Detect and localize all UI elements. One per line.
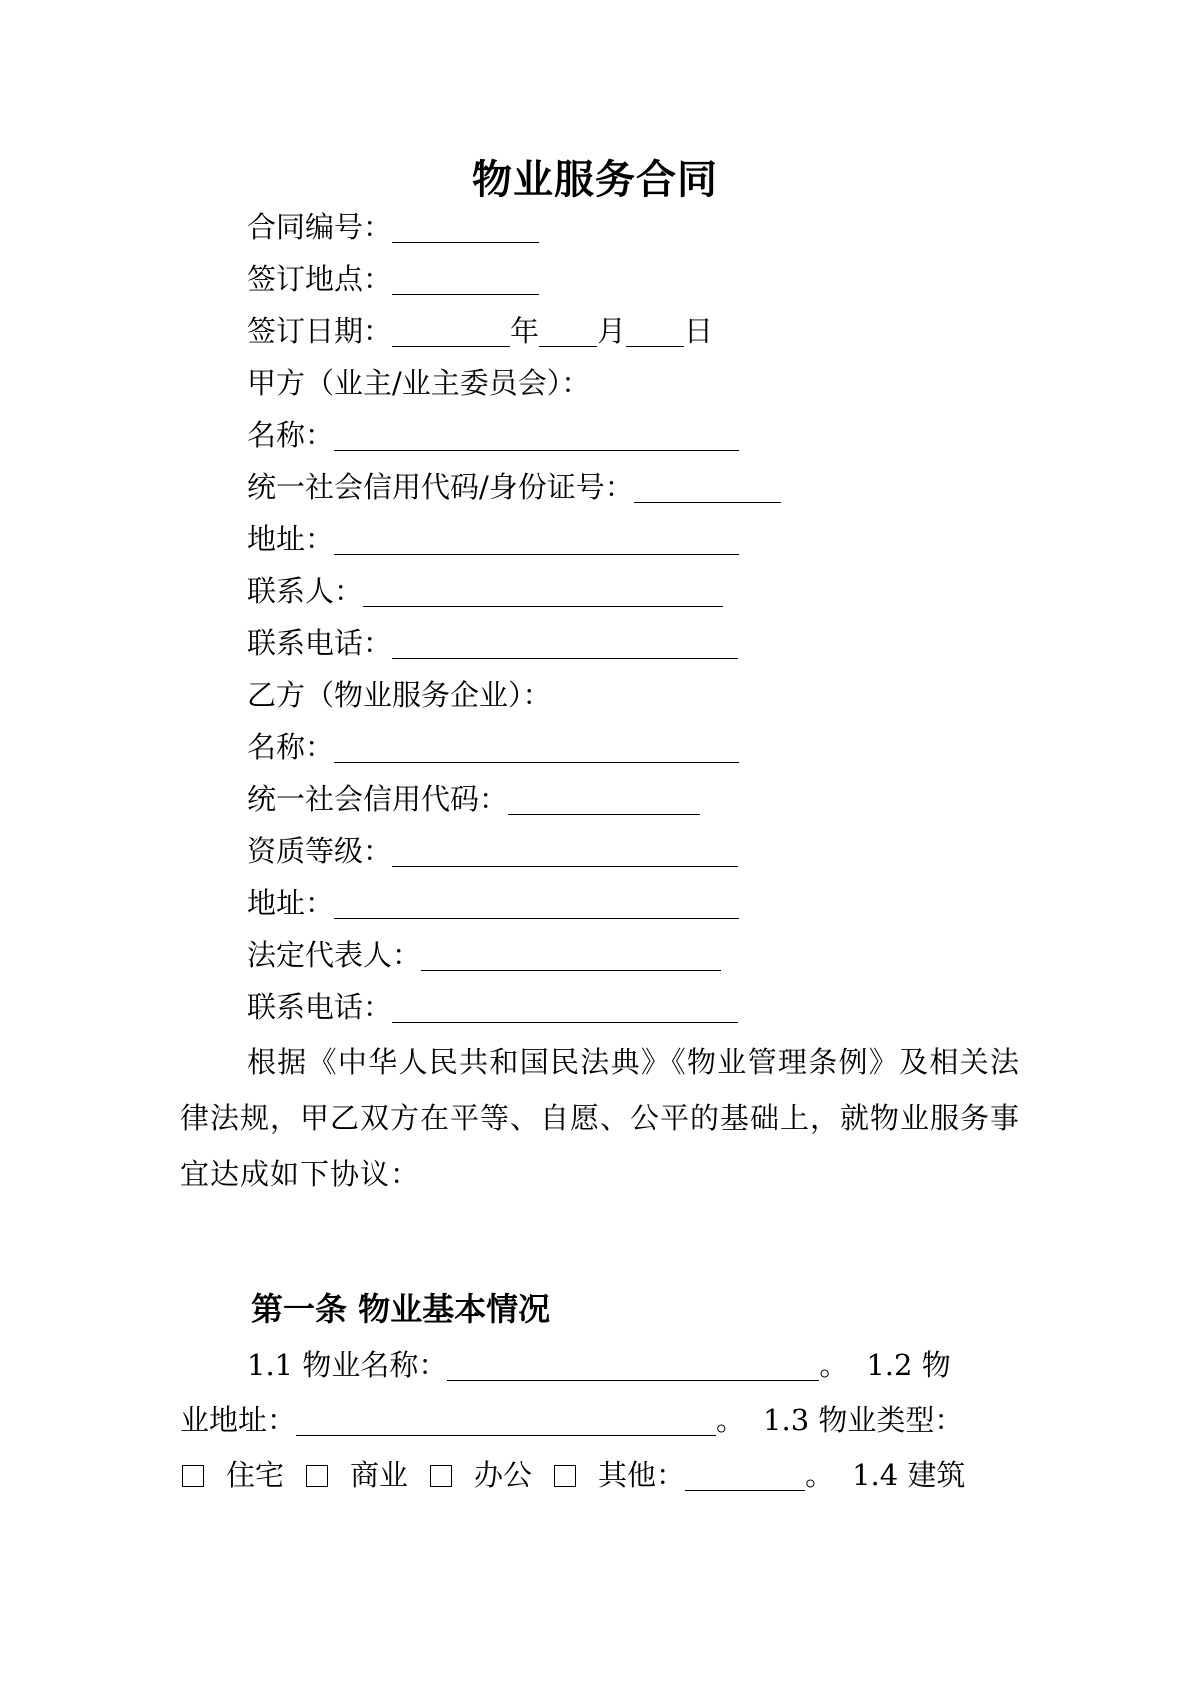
property-address-label: 业地址： — [180, 1403, 297, 1437]
party-a-name-blank[interactable] — [334, 420, 739, 451]
party-a-name-line — [247, 415, 739, 455]
party-b-legal-rep-blank[interactable] — [421, 940, 721, 971]
commercial-checkbox[interactable] — [306, 1465, 328, 1487]
item-1-4-label: 1.4 建筑 — [852, 1458, 966, 1492]
preamble-paragraph: 根据《中华人民共和国民法典》《物业管理条例》及相关法律法规，甲乙双方在平等、自愿、公平的基础上，就物业服务事宜达成如下协议： — [180, 1045, 1021, 1191]
party-b-legal-rep-line — [247, 935, 721, 975]
party-b-credit-line — [247, 779, 700, 819]
party-b-qualification-label: 资质等级： — [247, 834, 393, 868]
property-address-blank[interactable] — [296, 1405, 716, 1436]
party-b-phone-blank[interactable] — [392, 992, 738, 1023]
sign-place-label: 签订地点： — [247, 262, 393, 296]
item-1-2-line — [180, 1400, 963, 1440]
party-b-name-line — [247, 727, 739, 767]
party-a-address-label: 地址： — [247, 522, 335, 556]
party-b-credit-label: 统一社会信用代码： — [247, 782, 509, 816]
other-label: 其他： — [598, 1458, 686, 1492]
office-checkbox[interactable] — [430, 1465, 452, 1487]
party-b-phone-label: 联系电话： — [247, 990, 393, 1024]
contract-number-blank[interactable] — [392, 212, 539, 243]
article-1-title: 第一条 物业基本情况 — [251, 1290, 551, 1328]
party-b-address-line — [247, 883, 739, 923]
party-b-qualification-blank[interactable] — [392, 836, 738, 867]
item-1-3-period: 。 — [805, 1458, 835, 1492]
sign-date-line — [247, 311, 713, 351]
contract-number-label: 合同编号： — [247, 210, 393, 244]
office-label: 办公 — [474, 1458, 533, 1492]
party-b-address-label: 地址： — [247, 886, 335, 920]
item-1-1-period: 。 — [819, 1348, 849, 1382]
residential-checkbox[interactable] — [182, 1465, 204, 1487]
contract-number-line — [247, 207, 539, 247]
party-b-credit-blank[interactable] — [508, 784, 700, 815]
party-b-address-blank[interactable] — [334, 888, 739, 919]
item-1-2-period: 。 — [716, 1403, 746, 1437]
party-a-name-label: 名称： — [247, 418, 335, 452]
party-b-qualification-line — [247, 831, 738, 871]
year-blank[interactable] — [392, 316, 510, 347]
party-b-heading: 乙方（物业服务企业）： — [247, 678, 552, 712]
party-a-phone-line — [247, 623, 738, 663]
party-a-credit-line — [247, 467, 781, 507]
party-a-contact-blank[interactable] — [363, 576, 723, 607]
party-b-phone-line — [247, 987, 738, 1027]
residential-label: 住宅 — [226, 1458, 285, 1492]
party-a-address-blank[interactable] — [334, 524, 739, 555]
page-title: 物业服务合同 — [472, 157, 718, 203]
party-a-phone-blank[interactable] — [392, 628, 738, 659]
month-blank[interactable] — [539, 316, 597, 347]
day-label: 日 — [684, 314, 714, 348]
party-a-credit-label: 统一社会信用代码/身份证号： — [247, 470, 634, 504]
sign-place-blank[interactable] — [392, 264, 539, 295]
party-b-legal-rep-label: 法定代表人： — [247, 938, 422, 972]
party-b-name-blank[interactable] — [334, 732, 739, 763]
party-a-contact-line — [247, 571, 723, 611]
party-a-address-line — [247, 519, 739, 559]
item-1-1-label: 1.1 物业名称： — [247, 1348, 448, 1382]
day-blank[interactable] — [626, 316, 684, 347]
sign-place-line — [247, 259, 539, 299]
item-1-2-label: 1.2 物 — [866, 1348, 951, 1382]
commercial-label: 商业 — [350, 1458, 409, 1492]
other-type-blank[interactable] — [685, 1460, 805, 1491]
item-1-3-options-line — [182, 1455, 965, 1495]
party-a-contact-label: 联系人： — [247, 574, 364, 608]
party-b-name-label: 名称： — [247, 730, 335, 764]
sign-date-label: 签订日期： — [247, 314, 393, 348]
other-checkbox[interactable] — [554, 1465, 576, 1487]
month-label: 月 — [597, 314, 627, 348]
party-a-credit-blank[interactable] — [634, 472, 781, 503]
party-a-phone-label: 联系电话： — [247, 626, 393, 660]
property-name-blank[interactable] — [447, 1350, 819, 1381]
party-a-heading: 甲方（业主/业主委员会）： — [247, 366, 591, 400]
item-1-1-line — [247, 1345, 951, 1385]
item-1-3-label: 1.3 物业类型： — [763, 1403, 964, 1437]
year-label: 年 — [510, 314, 540, 348]
